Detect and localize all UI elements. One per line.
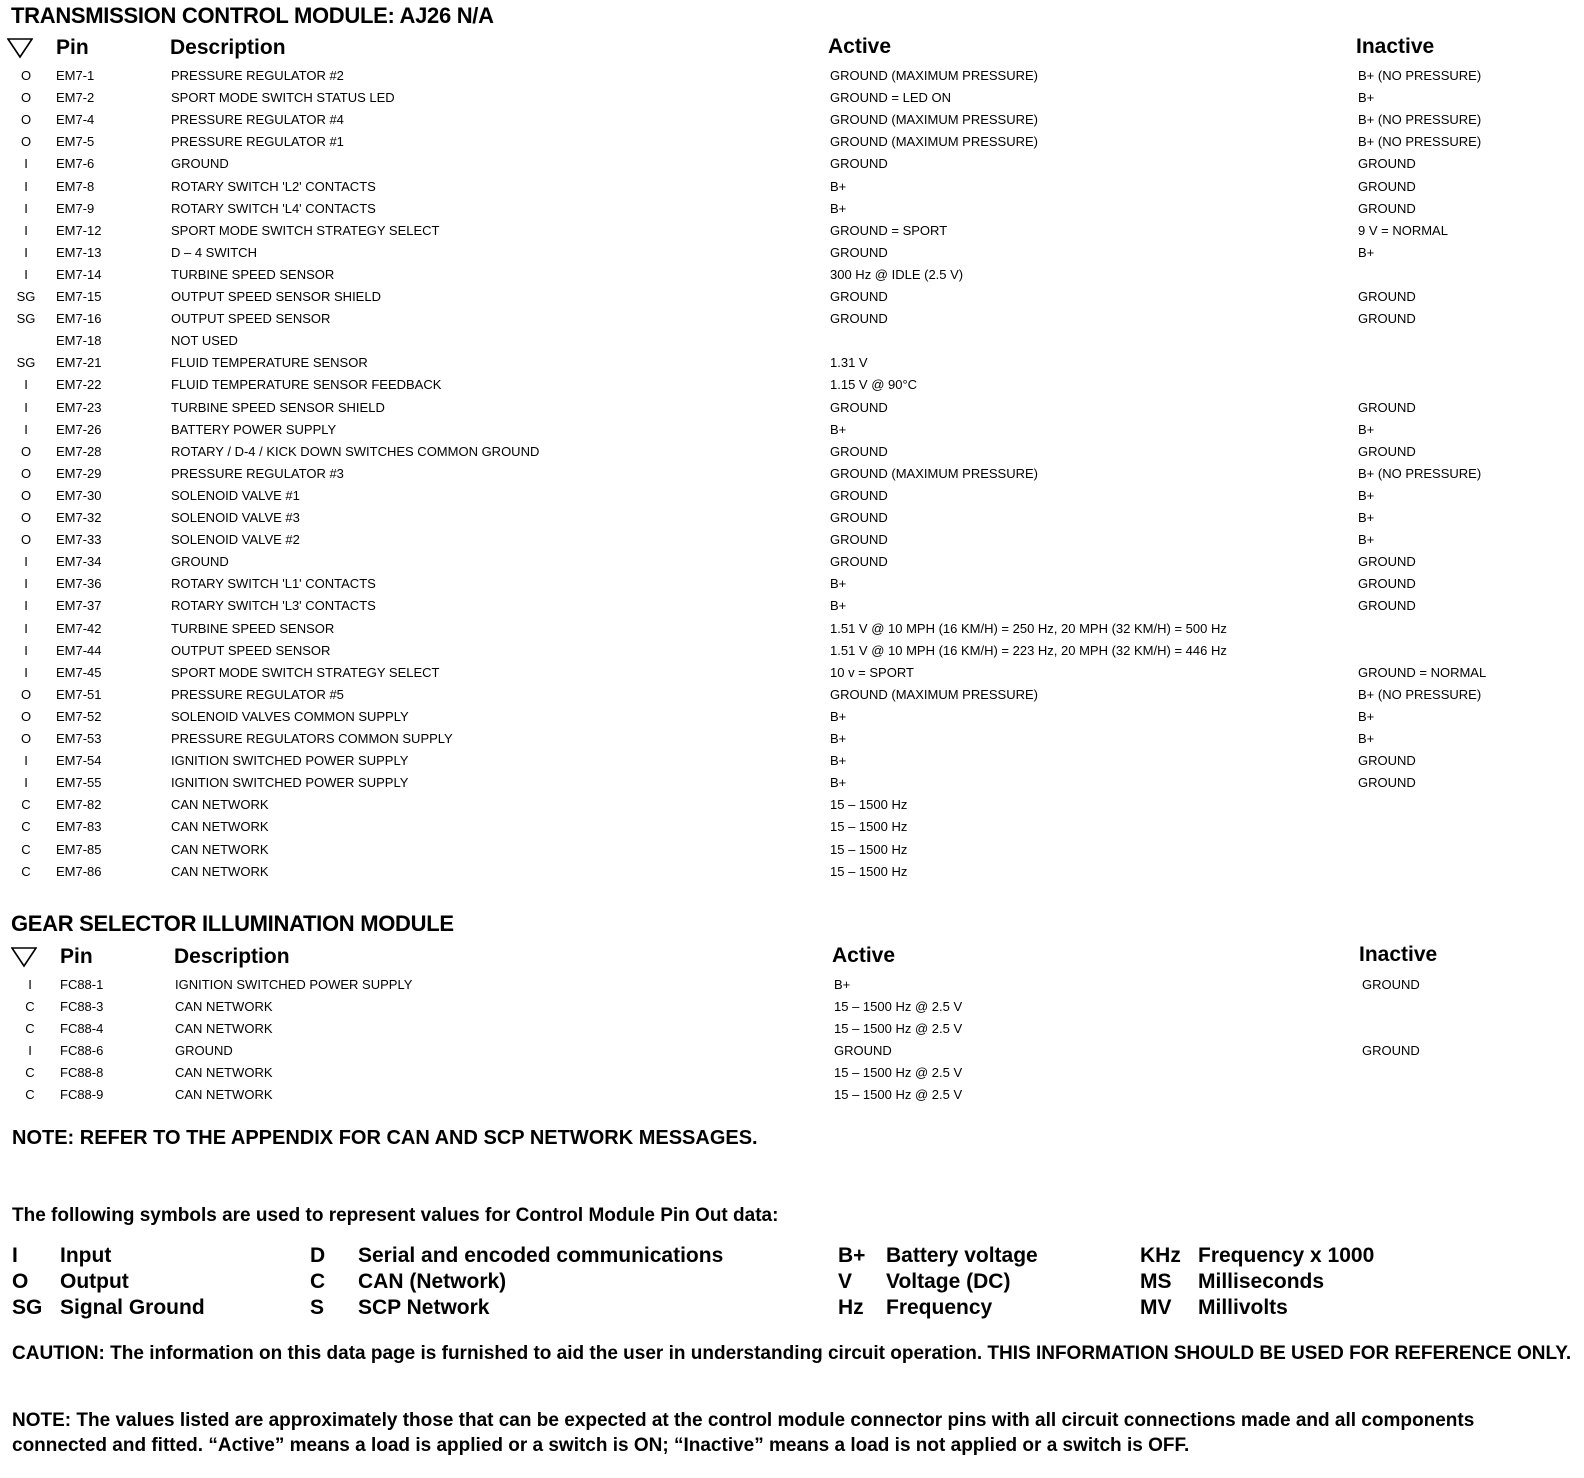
pin-description: PRESSURE REGULATORS COMMON SUPPLY	[171, 731, 453, 746]
table-row	[0, 179, 1584, 201]
active-value: GROUND	[830, 554, 888, 570]
legend-symbol: O	[12, 1270, 29, 1293]
inactive-value: B+	[1358, 731, 1375, 746]
signal-type: O	[20, 532, 32, 548]
legend-meaning: Input	[60, 1244, 112, 1267]
table-row	[0, 333, 1584, 355]
active-value: B+	[830, 576, 847, 592]
pin-description: OUTPUT SPEED SENSOR SHIELD	[171, 289, 381, 304]
pin-description: SOLENOID VALVES COMMON SUPPLY	[171, 708, 409, 724]
table-row	[0, 267, 1584, 289]
legend-meaning: Milliseconds	[1198, 1270, 1325, 1293]
inactive-value: B+	[1358, 421, 1375, 437]
pin-id: EM7-45	[56, 664, 102, 680]
table-row	[0, 864, 1584, 886]
table-row	[4, 1065, 1584, 1087]
legend-meaning: Frequency x 1000	[1198, 1244, 1375, 1267]
pin-description: ROTARY SWITCH 'L1' CONTACTS	[171, 576, 376, 592]
legend-symbol: KHz	[1140, 1244, 1181, 1267]
active-value: 1.51 V @ 10 MPH (16 KM/H) = 223 Hz, 20 MPH (32 KM/H) = 446 Hz	[830, 642, 1227, 658]
pin-description: ROTARY SWITCH 'L3' CONTACTS	[171, 598, 376, 614]
pin-id: EM7-52	[56, 708, 102, 724]
active-value: GROUND (MAXIMUM PRESSURE)	[830, 134, 1039, 150]
inactive-value: GROUND	[1358, 443, 1416, 459]
legend-symbol: Hz	[838, 1296, 864, 1319]
table-row	[0, 532, 1584, 554]
signal-type: C	[25, 999, 35, 1014]
legend-meaning: Battery voltage	[886, 1244, 1038, 1267]
gsim-header-inactive: Inactive	[1359, 943, 1438, 966]
signal-type: O	[20, 686, 32, 702]
pin-description: OUTPUT SPEED SENSOR	[171, 642, 331, 658]
table-row	[0, 289, 1584, 311]
inactive-value: B+ (NO PRESSURE)	[1358, 68, 1482, 83]
legend-symbol: D	[310, 1244, 326, 1267]
signal-type: I	[28, 977, 32, 992]
signal-type: I	[28, 1043, 32, 1058]
active-value: 15 – 1500 Hz	[830, 841, 908, 857]
table-row	[0, 510, 1584, 532]
pin-id: EM7-30	[56, 487, 102, 503]
pin-description: D – 4 SWITCH	[171, 244, 257, 260]
table-row	[0, 466, 1584, 488]
active-value: B+	[830, 753, 847, 769]
inactive-value: GROUND	[1358, 576, 1416, 592]
inactive-value: GROUND = NORMAL	[1358, 664, 1487, 680]
tcm-header-inactive: Inactive	[1356, 35, 1435, 58]
table-row	[0, 134, 1584, 156]
pin-id: FC88-6	[60, 1043, 104, 1058]
pin-description: GROUND	[171, 554, 229, 570]
pin-description: SOLENOID VALVE #2	[171, 532, 300, 548]
signal-type: I	[24, 399, 28, 415]
inactive-value: B+	[1358, 708, 1375, 724]
active-value: GROUND	[830, 311, 888, 327]
legend-symbol: SG	[12, 1296, 43, 1319]
pin-id: FC88-3	[60, 999, 104, 1014]
pin-id: EM7-4	[56, 112, 95, 128]
signal-type: SG	[16, 355, 36, 371]
signal-type: I	[24, 222, 28, 238]
inactive-value: GROUND	[1358, 775, 1416, 791]
active-value: 15 – 1500 Hz	[830, 819, 908, 835]
active-value: GROUND = LED ON	[830, 90, 951, 106]
inactive-value: GROUND	[1362, 1043, 1420, 1058]
table-row	[0, 311, 1584, 333]
table-row	[0, 156, 1584, 178]
signal-type: C	[21, 797, 31, 813]
active-value: B+	[830, 731, 847, 746]
table-row	[0, 687, 1584, 709]
table-row	[0, 444, 1584, 466]
table-row	[4, 1043, 1584, 1065]
appendix-note: NOTE: REFER TO THE APPENDIX FOR CAN AND SCP NETWORK MESSAGES.	[12, 1127, 758, 1149]
legend-meaning: Output	[60, 1270, 129, 1293]
signal-type: I	[24, 753, 28, 769]
table-row	[0, 488, 1584, 510]
signal-type: I	[24, 576, 28, 592]
table-row	[0, 731, 1584, 753]
table-row	[0, 753, 1584, 775]
inactive-value: B+	[1358, 510, 1375, 525]
tcm-header-description: Description	[170, 36, 286, 59]
active-value: B+	[830, 421, 847, 437]
pin-description: SPORT MODE SWITCH STRATEGY SELECT	[171, 222, 440, 238]
tcm-header-active: Active	[828, 35, 892, 58]
pin-id: FC88-8	[60, 1065, 104, 1080]
pin-id: EM7-42	[56, 620, 102, 636]
signal-type-triangle-icon	[11, 946, 37, 968]
signal-type: O	[20, 708, 32, 724]
table-row	[0, 709, 1584, 731]
legend-symbol: MS	[1140, 1270, 1172, 1293]
signal-type: C	[25, 1021, 35, 1036]
active-value: GROUND	[830, 289, 888, 304]
signal-type: C	[21, 841, 31, 857]
active-value: 300 Hz @ IDLE (2.5 V)	[830, 266, 964, 282]
gsim-title: GEAR SELECTOR ILLUMINATION MODULE	[11, 911, 454, 936]
pin-id: EM7-54	[56, 753, 102, 769]
pin-description: SPORT MODE SWITCH STRATEGY SELECT	[171, 664, 440, 680]
signal-type: I	[24, 377, 28, 393]
pin-id: EM7-6	[56, 156, 95, 172]
pin-id: EM7-44	[56, 642, 102, 658]
signal-type: O	[20, 134, 32, 150]
pin-id: EM7-23	[56, 399, 102, 415]
signal-type: O	[20, 731, 32, 746]
inactive-value: B+	[1358, 244, 1375, 260]
signal-type: O	[20, 443, 32, 459]
table-row	[0, 201, 1584, 223]
pin-description: SOLENOID VALVE #3	[171, 510, 300, 525]
pin-description: GROUND	[171, 156, 229, 172]
signal-type: O	[20, 487, 32, 503]
caution-text: CAUTION: The information on this data page is furnished to aid the user in understanding circuit operation. THIS INFORMATION SHOULD BE USED FOR REFERENCE ONLY.	[12, 1343, 1572, 1364]
table-row	[0, 554, 1584, 576]
table-row	[0, 223, 1584, 245]
active-value: 15 – 1500 Hz	[830, 797, 908, 813]
gsim-header-description: Description	[174, 945, 290, 968]
pin-description: GROUND	[175, 1043, 233, 1058]
inactive-value: B+	[1358, 532, 1375, 548]
pin-description: PRESSURE REGULATOR #1	[171, 134, 344, 150]
table-row	[4, 1021, 1584, 1043]
pin-description: PRESSURE REGULATOR #2	[171, 68, 344, 83]
inactive-value: GROUND	[1358, 156, 1416, 172]
pin-id: EM7-14	[56, 266, 102, 282]
pin-id: EM7-34	[56, 554, 102, 570]
active-value: B+	[834, 977, 851, 992]
active-value: GROUND (MAXIMUM PRESSURE)	[830, 686, 1039, 702]
signal-type: I	[24, 266, 28, 282]
table-row	[4, 977, 1584, 999]
inactive-value: GROUND	[1362, 977, 1420, 992]
table-row	[0, 245, 1584, 267]
pin-id: EM7-51	[56, 686, 102, 702]
table-row	[0, 598, 1584, 620]
tcm-header-pin: Pin	[56, 36, 89, 59]
pin-description: CAN NETWORK	[175, 1065, 273, 1080]
inactive-value: GROUND	[1358, 399, 1416, 415]
table-row	[4, 1087, 1584, 1109]
inactive-value: B+ (NO PRESSURE)	[1358, 134, 1482, 150]
pin-description: SOLENOID VALVE #1	[171, 487, 300, 503]
pin-description: PRESSURE REGULATOR #4	[171, 112, 344, 128]
table-row	[0, 576, 1584, 598]
pin-id: EM7-55	[56, 775, 102, 791]
pin-id: EM7-82	[56, 797, 102, 813]
signal-type: SG	[16, 289, 36, 304]
table-row	[0, 643, 1584, 665]
signal-type: O	[20, 465, 32, 481]
inactive-value: B+ (NO PRESSURE)	[1358, 686, 1482, 702]
signal-type: O	[20, 112, 32, 128]
signal-type: O	[20, 68, 32, 83]
pin-description: CAN NETWORK	[175, 1021, 273, 1036]
legend-symbol: MV	[1140, 1296, 1172, 1319]
signal-type: I	[24, 421, 28, 437]
signal-type: I	[24, 664, 28, 680]
signal-type: C	[21, 863, 31, 879]
signal-type: I	[24, 620, 28, 636]
active-value: GROUND (MAXIMUM PRESSURE)	[830, 465, 1039, 481]
pin-description: FLUID TEMPERATURE SENSOR	[171, 355, 368, 371]
legend-meaning: Frequency	[886, 1296, 993, 1319]
legend-symbol: C	[310, 1270, 326, 1293]
pin-description: ROTARY SWITCH 'L4' CONTACTS	[171, 200, 376, 216]
pin-id: EM7-9	[56, 200, 95, 216]
pin-id: EM7-32	[56, 510, 102, 525]
active-value: GROUND	[830, 244, 888, 260]
table-row	[4, 999, 1584, 1021]
pin-description: SPORT MODE SWITCH STATUS LED	[171, 90, 395, 106]
pin-description: CAN NETWORK	[175, 999, 273, 1014]
active-value: GROUND (MAXIMUM PRESSURE)	[830, 112, 1039, 128]
pin-description: TURBINE SPEED SENSOR	[171, 266, 335, 282]
pin-id: EM7-18	[56, 333, 102, 349]
pin-description: IGNITION SWITCHED POWER SUPPLY	[171, 775, 409, 791]
table-row	[0, 400, 1584, 422]
table-row	[0, 665, 1584, 687]
signal-type: I	[24, 598, 28, 614]
signal-type: SG	[16, 311, 36, 327]
pin-description: CAN NETWORK	[171, 797, 269, 813]
pin-id: FC88-4	[60, 1021, 104, 1036]
pin-description: IGNITION SWITCHED POWER SUPPLY	[171, 753, 409, 769]
active-value: 15 – 1500 Hz @ 2.5 V	[834, 1087, 963, 1102]
active-value: 1.31 V	[830, 355, 868, 371]
legend-meaning: Signal Ground	[60, 1296, 205, 1319]
active-value: GROUND	[830, 399, 888, 415]
active-value: GROUND = SPORT	[830, 222, 948, 238]
active-value: GROUND	[834, 1043, 892, 1058]
pin-description: CAN NETWORK	[175, 1087, 273, 1102]
active-value: 15 – 1500 Hz @ 2.5 V	[834, 999, 963, 1014]
pin-id: EM7-26	[56, 421, 102, 437]
signal-type-triangle-icon	[7, 37, 33, 59]
active-value: GROUND	[830, 156, 888, 172]
table-row	[0, 842, 1584, 864]
active-value: B+	[830, 200, 847, 216]
pin-description: FLUID TEMPERATURE SENSOR FEEDBACK	[171, 377, 442, 393]
active-value: 10 v = SPORT	[830, 664, 914, 680]
tcm-title: TRANSMISSION CONTROL MODULE: AJ26 N/A	[11, 3, 494, 28]
pin-id: EM7-2	[56, 90, 95, 106]
signal-type: I	[24, 554, 28, 570]
table-row	[0, 621, 1584, 643]
active-value: B+	[830, 775, 847, 791]
signal-type: O	[20, 510, 32, 525]
table-row	[0, 112, 1584, 134]
signal-type: I	[24, 642, 28, 658]
pin-id: EM7-21	[56, 355, 102, 371]
pin-id: EM7-53	[56, 731, 102, 746]
signal-type: I	[24, 244, 28, 260]
pin-id: EM7-37	[56, 598, 102, 614]
inactive-value: B+	[1358, 487, 1375, 503]
active-value: GROUND	[830, 487, 888, 503]
inactive-value: B+	[1358, 90, 1375, 106]
pin-id: EM7-85	[56, 841, 102, 857]
pin-id: EM7-29	[56, 465, 102, 481]
pin-description: ROTARY / D-4 / KICK DOWN SWITCHES COMMON GROUND	[171, 443, 540, 459]
active-value: GROUND	[830, 443, 888, 459]
signal-type: I	[24, 775, 28, 791]
signal-type: C	[25, 1087, 35, 1102]
table-row	[0, 377, 1584, 399]
inactive-value: GROUND	[1358, 289, 1416, 304]
values-note: NOTE: The values listed are approximately those that can be expected at the control module connector pins with all circuit connections made and all components connected and fitted. “Active” means a load is applied or a switch is ON; “Inactive” means a load is not applied or a switch is OFF.	[12, 1410, 1475, 1456]
pin-id: EM7-22	[56, 377, 102, 393]
legend-meaning: Voltage (DC)	[886, 1270, 1011, 1293]
pin-description: IGNITION SWITCHED POWER SUPPLY	[175, 977, 413, 992]
symbols-intro: The following symbols are used to represent values for Control Module Pin Out data:	[12, 1205, 779, 1226]
pin-description: CAN NETWORK	[171, 863, 269, 879]
inactive-value: GROUND	[1358, 598, 1416, 614]
inactive-value: GROUND	[1358, 753, 1416, 769]
signal-type: C	[21, 819, 31, 835]
table-row	[0, 819, 1584, 841]
signal-type: O	[20, 90, 32, 106]
pin-id: EM7-1	[56, 68, 95, 83]
pin-id: EM7-83	[56, 819, 102, 835]
pin-id: EM7-36	[56, 576, 102, 592]
active-value: GROUND (MAXIMUM PRESSURE)	[830, 68, 1039, 83]
table-row	[0, 422, 1584, 444]
legend-symbol: V	[838, 1270, 853, 1293]
table-row	[0, 68, 1584, 90]
legend-meaning: CAN (Network)	[358, 1270, 507, 1293]
inactive-value: GROUND	[1358, 554, 1416, 570]
pin-id: EM7-13	[56, 244, 102, 260]
pin-description: OUTPUT SPEED SENSOR	[171, 311, 331, 327]
pin-id: EM7-5	[56, 134, 95, 150]
active-value: 15 – 1500 Hz @ 2.5 V	[834, 1065, 963, 1080]
active-value: B+	[830, 598, 847, 614]
inactive-value: 9 V = NORMAL	[1358, 222, 1448, 238]
signal-type: C	[25, 1065, 35, 1080]
pin-id: EM7-86	[56, 863, 102, 879]
inactive-value: B+ (NO PRESSURE)	[1358, 465, 1482, 481]
active-value: 1.15 V @ 90°C	[830, 377, 918, 393]
pin-id: EM7-16	[56, 311, 102, 327]
pin-id: EM7-12	[56, 222, 102, 238]
pin-description: TURBINE SPEED SENSOR	[171, 620, 335, 636]
pin-description: TURBINE SPEED SENSOR SHIELD	[171, 399, 385, 415]
inactive-value: GROUND	[1358, 311, 1416, 327]
legend-symbol: I	[12, 1244, 18, 1267]
pin-description: CAN NETWORK	[171, 819, 269, 835]
table-row	[0, 90, 1584, 112]
table-row	[0, 775, 1584, 797]
pin-description: NOT USED	[171, 333, 238, 349]
pin-id: EM7-8	[56, 178, 95, 194]
active-value: GROUND	[830, 510, 888, 525]
gsim-header-active: Active	[832, 944, 896, 967]
active-value: B+	[830, 178, 847, 194]
pin-description: PRESSURE REGULATOR #5	[171, 686, 344, 702]
legend-meaning: Millivolts	[1198, 1296, 1288, 1319]
legend-symbol: S	[310, 1296, 325, 1319]
active-value: 1.51 V @ 10 MPH (16 KM/H) = 250 Hz, 20 MPH (32 KM/H) = 500 Hz	[830, 620, 1227, 636]
legend-symbol: B+	[838, 1244, 866, 1267]
inactive-value: B+ (NO PRESSURE)	[1358, 112, 1482, 128]
pin-description: ROTARY SWITCH 'L2' CONTACTS	[171, 178, 376, 194]
signal-type: I	[24, 156, 28, 172]
pin-description: PRESSURE REGULATOR #3	[171, 465, 344, 481]
active-value: 15 – 1500 Hz @ 2.5 V	[834, 1021, 963, 1036]
gsim-header-pin: Pin	[60, 945, 93, 968]
table-row	[0, 355, 1584, 377]
signal-type: I	[24, 200, 28, 216]
active-value: 15 – 1500 Hz	[830, 863, 908, 879]
legend-meaning: SCP Network	[358, 1296, 490, 1319]
active-value: GROUND	[830, 532, 888, 548]
pin-id: EM7-28	[56, 443, 102, 459]
pin-id: EM7-33	[56, 532, 102, 548]
pin-description: CAN NETWORK	[171, 841, 269, 857]
inactive-value: GROUND	[1358, 178, 1416, 194]
active-value: B+	[830, 708, 847, 724]
pin-description: BATTERY POWER SUPPLY	[171, 421, 337, 437]
pin-id: FC88-9	[60, 1087, 104, 1102]
inactive-value: GROUND	[1358, 200, 1416, 216]
table-row	[0, 797, 1584, 819]
pin-id: FC88-1	[60, 977, 104, 992]
legend-meaning: Serial and encoded communications	[358, 1244, 724, 1267]
signal-type: I	[24, 178, 28, 194]
pin-id: EM7-15	[56, 289, 102, 304]
